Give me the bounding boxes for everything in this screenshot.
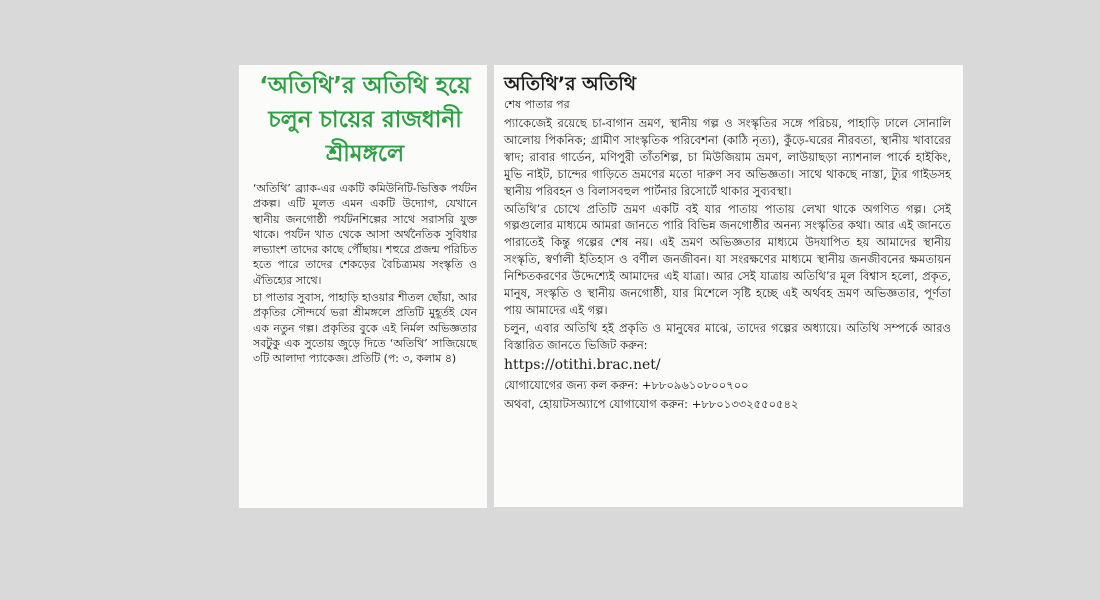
headline: ‘অতিথি’র অতিথি হয়ে চলুন চায়ের রাজধানী শ্রীমঙ্গলে: [259, 73, 471, 167]
continued-title: অতিথি’র অতিথি: [504, 73, 637, 95]
website-url: https://otithi.brac.net/: [504, 356, 661, 373]
call-line: যোগাযোগের জন্য কল করুন: +৮৮০৯৬১০৮০০৭০০: [504, 377, 749, 392]
package-paragraph: চা পাতার সুবাস, পাহাড়ি হাওয়ার শীতল ছোঁয়া, আর প্রকৃতির সৌন্দর্যে ভরা শ্রীমঙ্গলে প্রতিটি মুহূর্তই যেন এক নতুন গল্প। প্রকৃতির বুকে এই নির্মল অভিজ্ঞতার সবটুকু এক সুতোয় জুড়ে দিতে ‘অতিথি’ সাজিয়েছে ৩টি আলাদা প্যাকেজ। প্রতিটি (প: ৩, কলাম ৪): [253, 291, 477, 366]
newspaper-clipping-continued: [494, 65, 963, 507]
whatsapp-line: অথবা, হোয়াটসঅ্যাপে যোগাযোগ করুন: +৮৮০১৩৩২৫৫০৫৪২: [504, 396, 799, 411]
continued-from-label: শেষ পাতার পর: [504, 98, 570, 111]
invite-paragraph: চলুন, এবার অতিথি হই প্রকৃতি ও মানুষের মাঝে, তাদের গল্পের অধ্যায়ে। অতিথি সম্পর্কে আরও বিস্তারিত জানতে ভিজিট করুন:: [504, 320, 951, 352]
story-paragraph: অতিথি’র চোখে প্রতিটি ভ্রমণ একটি বই যার পাতায় পাতায় লেখা থাকে অগণিত গল্প। সেই গল্পগুলোর মাধ্যমে আমরা জানতে পারি বিভিন্ন জনগোষ্ঠীর অনন্য সংস্কৃতির কথা। আর এই জানতে পারাতেই কিন্তু গল্পের শেষ নয়। এই ভ্রমণ অভিজ্ঞতার মাধ্যমে উদযাপিত হয় আমাদের স্থানীয় সংস্কৃতি, স্বর্ণালী ইতিহাস ও বর্ণীল জনজীবন। যা সংরক্ষণের মাধ্যমে স্থানীয় জনজীবনের ক্ষমতায়ন নিশ্চিতকরণের উদ্দেশ্যেই আমাদের এই যাত্রা। আর সেই যাত্রায় অতিথি’র মূল বিশ্বাস হলো, প্রকৃত, মানুষ, সংস্কৃতি ও স্থানীয় জনগোষ্ঠী, যার মিশেলে সৃষ্টি হচ্ছে এই অর্থবহ ভ্রমণ অভিজ্ঞতার, পূর্ণতা পায় আমাদের এই গল্প।: [504, 201, 951, 317]
packages-paragraph: প্যাকেজেই রয়েছে চা-বাগান ভ্রমণ, স্থানীয় গল্প ও সংস্কৃতির সঙ্গে পরিচয়, পাহাড়ি ঢালে সোনালি আলোয় পিকনিক; গ্রামীণ সাংস্কৃতিক পরিবেশনা (কাঠি নৃত্য), কুঁড়ে-ঘরের নীরবতা, স্থানীয় খাবারের স্বাদ; রাবার গার্ডেন, মণিপুরী তাঁতশিল্প, চা মিউজিয়াম ভ্রমণ, লাউয়াছড়া ন্যাশনাল পার্কে হাইকিং, মুভি নাইট, চান্দের গাড়িতে ভ্রমণের মতো দারুণ সব অভিজ্ঞতা। সাথে থাকছে নাস্তা, ট্যুর গাইডসহ স্থানীয় পরিবহন ও বিলাসবহুল পার্টনার রিসোর্টে থাকার সুব্যবস্থা।: [504, 116, 951, 198]
newspaper-clipping-front: [239, 65, 487, 508]
intro-paragraph: ‘অতিথি’ ব্র্যাক-এর একটি কমিউনিটি-ভিত্তিক পর্যটন প্রকল্প। এটি মূলত এমন একটি উদ্যোগ, যেখানে স্থানীয় জনগোষ্ঠী পর্যটনশিল্পের সাথে সরাসরি যুক্ত থাকে। পর্যটন খাত থেকে আসা অর্থনৈতিক সুবিধার লভ্যাংশ তাদের কাছে পৌঁছায়। শহুরে প্রজন্ম পরিচিত হতে পারে তাদের শেকড়ের বৈচিত্র্যময় সংস্কৃতি ও ঐতিহ্যের সাথে।: [253, 182, 477, 287]
